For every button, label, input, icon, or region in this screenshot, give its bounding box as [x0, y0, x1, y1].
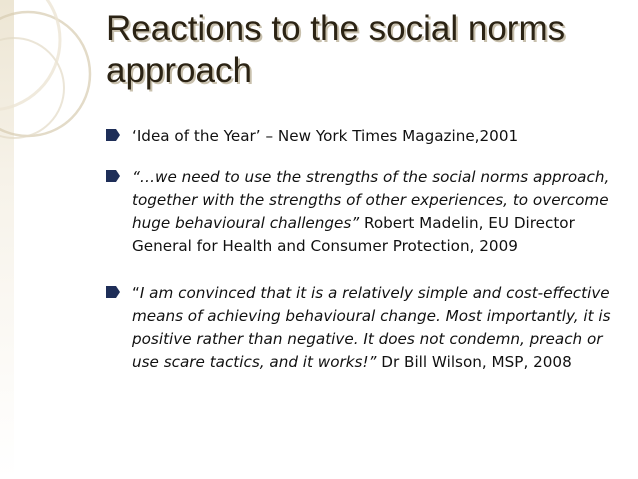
quote-text: I am convinced that it is a relatively simple and cost-effective means of achieving behavioural change. Most importantly, it is positive rather than negative. It does not condemn, preach or use scare tactics, and it works!” — [132, 284, 611, 371]
square-bullet-icon — [104, 285, 124, 301]
bullet-list — [98, 125, 628, 374]
square-bullet-icon — [104, 169, 124, 185]
bullet-item-idea-of-year — [98, 125, 628, 148]
open-quote: “ — [132, 284, 140, 302]
bullet-item-wilson-quote — [98, 282, 628, 374]
attribution-text: Robert Madelin, EU Director General for Health and Consumer Protection, 2009 — [132, 214, 575, 255]
square-bullet-icon — [104, 128, 124, 144]
bullet-item-madelin-quote — [98, 166, 628, 258]
bullet-text: ‘Idea of the Year’ – New York Times Magazine,2001 — [132, 127, 519, 145]
attribution-text: Dr Bill Wilson, MSP, 2008 — [376, 353, 572, 371]
slide-title: Reactions to the social norms approach — [106, 9, 566, 90]
quote-text: “…we need to use the strengths of the social norms approach, together with the strengths of other experiences, to overcome huge behavioural challenges” — [132, 168, 610, 232]
